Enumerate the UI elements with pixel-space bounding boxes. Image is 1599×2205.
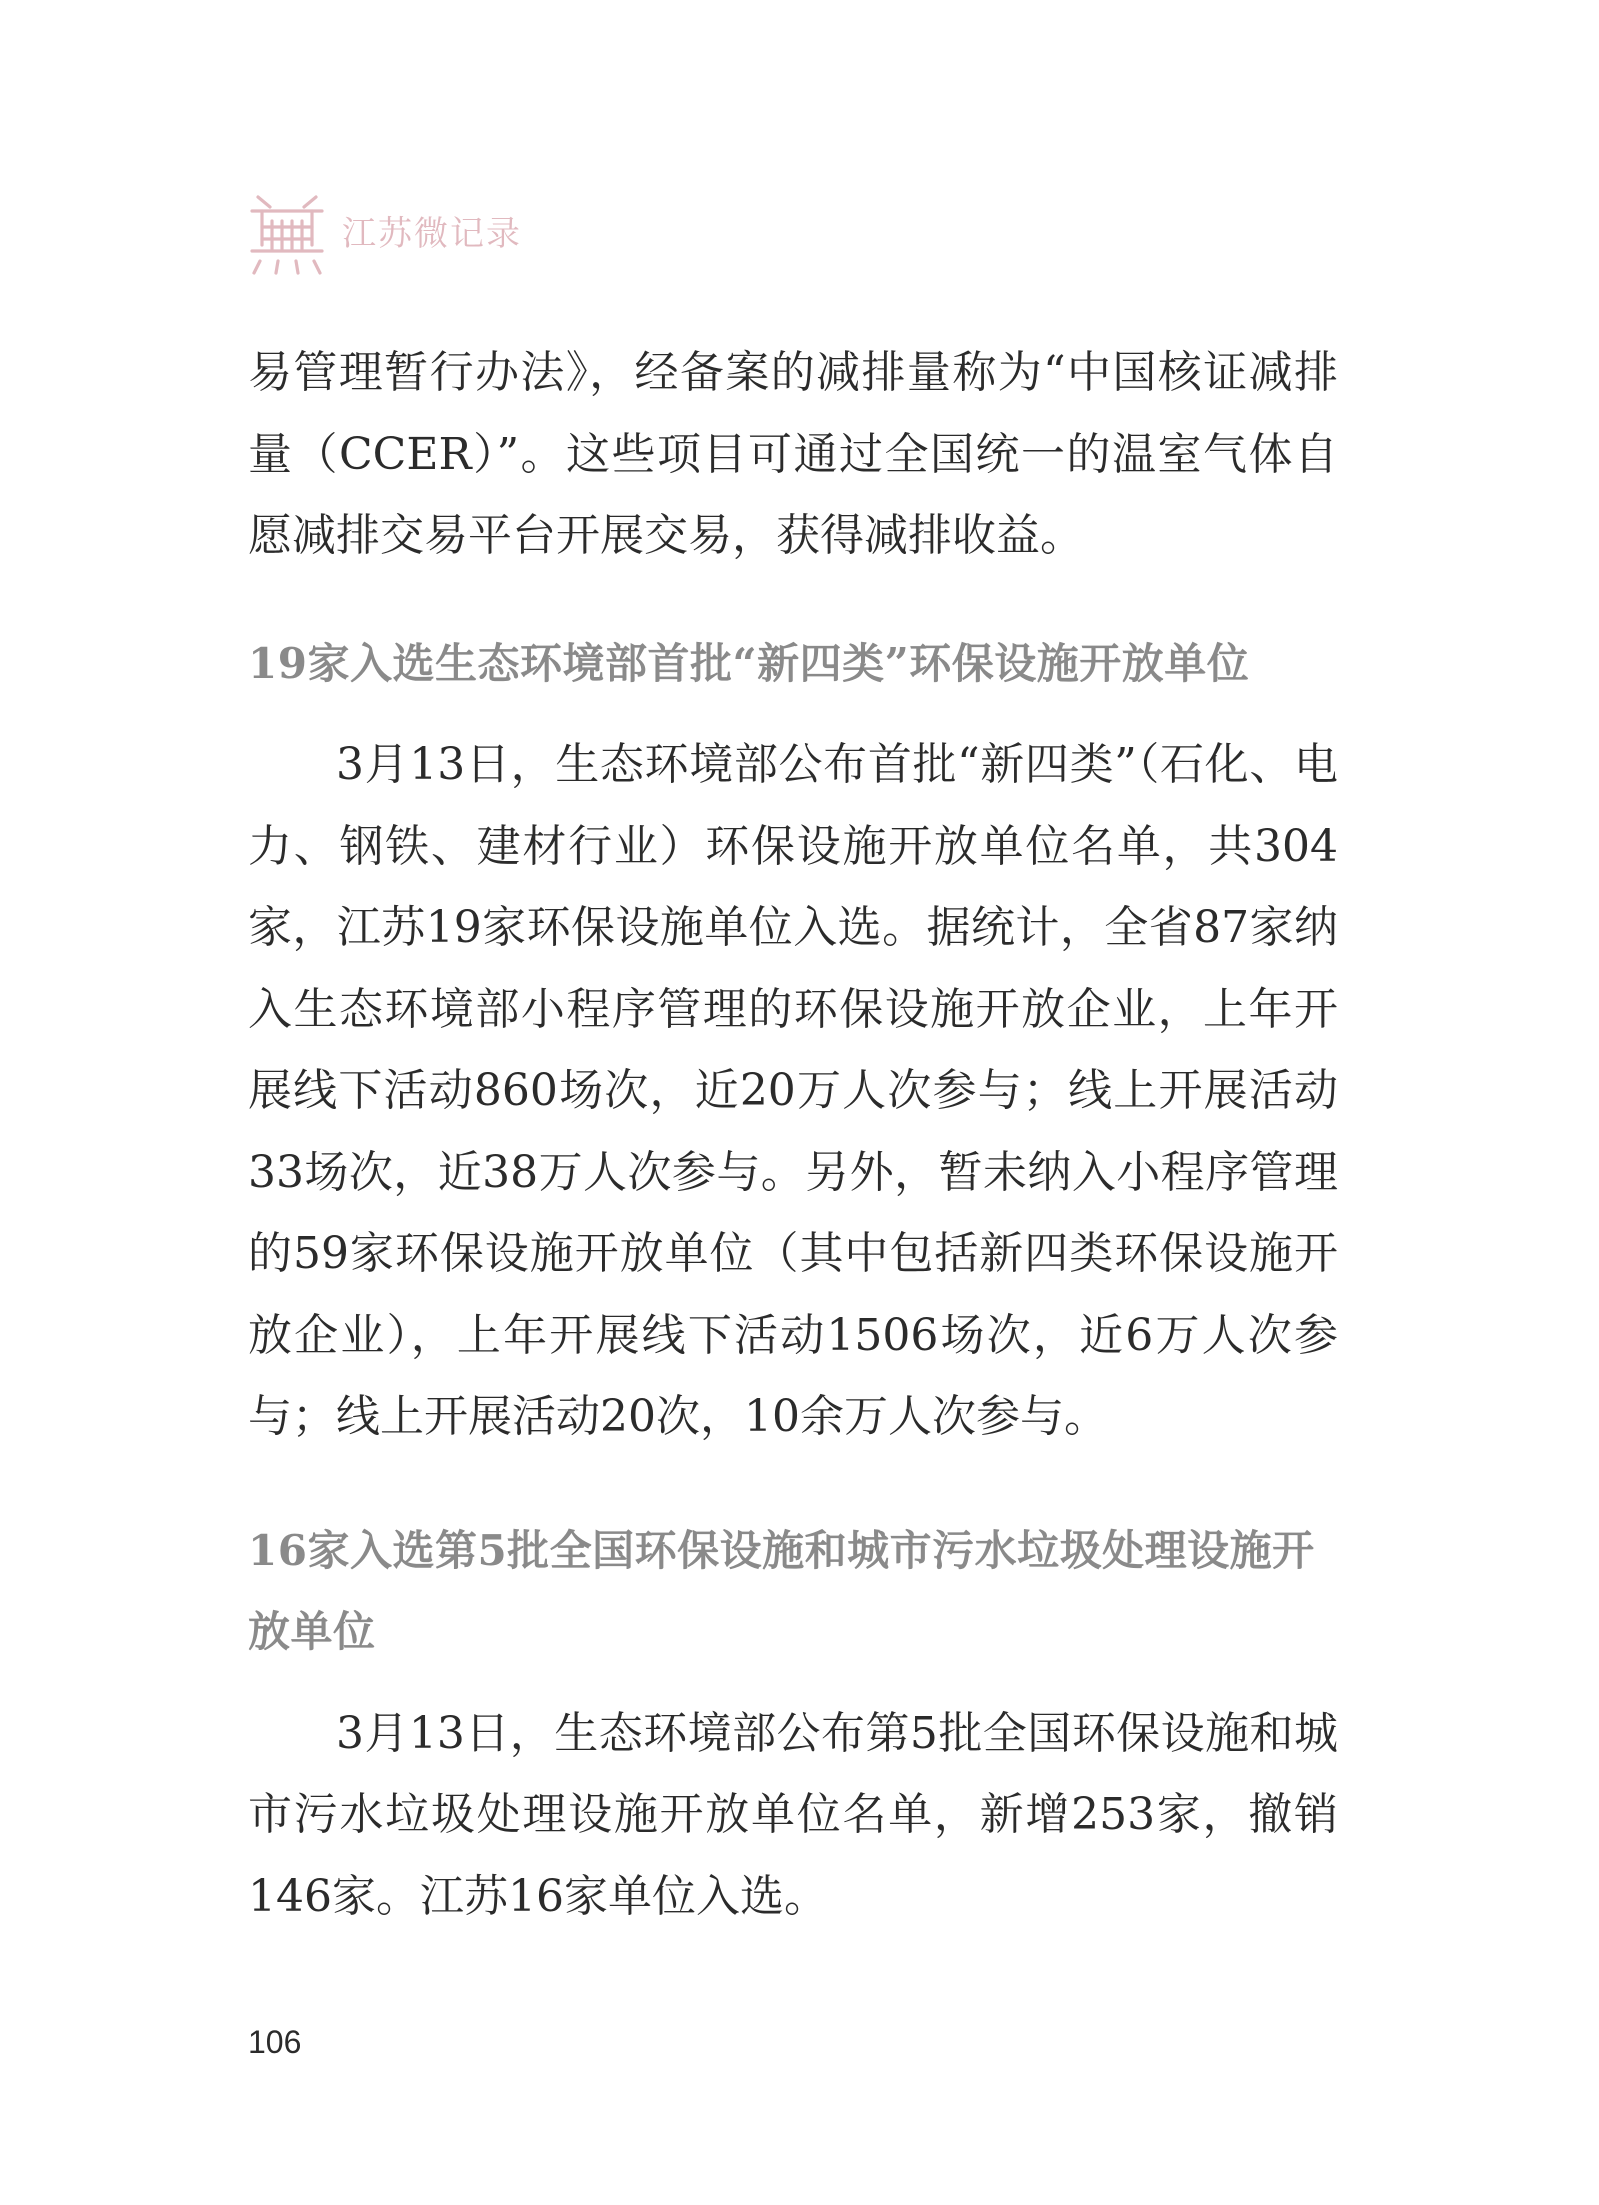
spacer <box>248 704 1338 724</box>
page-number: 106 <box>248 2024 302 2060</box>
spacer <box>248 577 1338 623</box>
jiangsu-weijilu-logo-icon <box>248 191 326 277</box>
spacer <box>248 1458 1338 1510</box>
page-header <box>248 188 522 280</box>
section-paragraph: 3月13日，生态环境部公布第5批全国环保设施和城市污水垃圾处理设施开放单位名单，新增253家，撤销146家。江苏16家单位入选。 <box>248 1707 1338 1922</box>
section-paragraph: 3月13日，生态环境部公布首批“新四类”（石化、电力、钢铁、建材行业）环保设施开放单位名单，共304家，江苏19家环保设施单位入选。据统计，全省87家纳入生态环境部小程序管理的环保设施开放企业，上年开展线下活动860场次，近20万人次参与；线上开展活动33场次，近38万人次参与。另外，暂未纳入小程序管理的59家环保设施开放单位（其中包括新四类环保设施开放企业），上年开展线下活动1506场次，近6万人次参与；线上开展活动20次，10余万人次参与。 <box>248 739 1338 1442</box>
header-title: 江苏微记录 <box>342 214 522 254</box>
section-heading: 16家入选第5批全国环保设施和城市污水垃圾处理设施开放单位 <box>248 1525 1315 1656</box>
article-content <box>248 332 1338 1937</box>
intro-paragraph: 易管理暂行办法》，经备案的减排量称为“中国核证减排量（CCER）”。这些项目可通过全国统一的温室气体自愿减排交易平台开展交易，获得减排收益。 <box>248 347 1338 561</box>
spacer <box>248 1673 1338 1693</box>
section-heading: 19家入选生态环境部首批“新四类”环保设施开放单位 <box>248 638 1250 688</box>
